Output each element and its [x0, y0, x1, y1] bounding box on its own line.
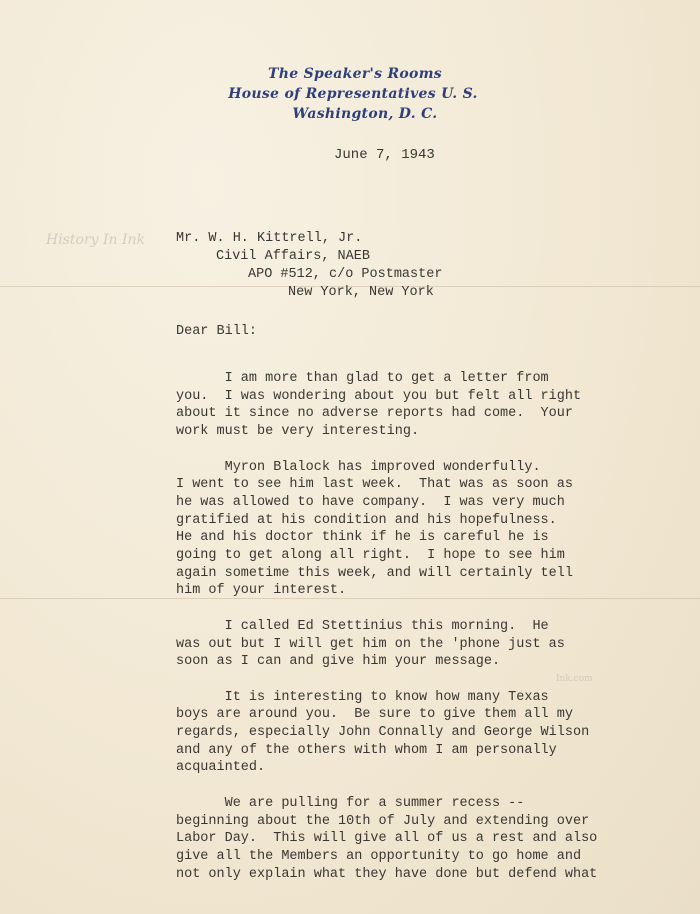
letter-date: June 7, 1943: [334, 147, 435, 163]
recipient-address: [176, 230, 442, 302]
watermark: History In Ink: [46, 232, 146, 248]
address-line-3: APO #512, c/o Postmaster: [248, 267, 443, 282]
paragraph: I called Ed Stettinius this morning. He was out but I will get him on the 'phone just as soon as I can and give him your message.: [176, 618, 565, 670]
faint-stamp: Ink.com: [556, 674, 593, 684]
address-line-4: New York, New York: [288, 285, 434, 300]
paragraph: Myron Blalock has improved wonderfully. I went to see him last week. That was as soon as he was allowed to have company. I was very much gratified at his condition and his hopefulness. He and his doctor think if he is careful he is going to get along all right. I hope to see him again sometime this week, and will certainly tell him of your interest.: [176, 459, 573, 599]
letterhead-line-3: Washington, D. C.: [292, 106, 438, 122]
letterhead-line-1: The Speaker's Rooms: [268, 66, 442, 82]
letterhead: [0, 64, 700, 124]
salutation: Dear Bill:: [176, 324, 258, 339]
paragraph: We are pulling for a summer recess -- beginning about the 10th of July and extending over Labor Day. This will give all of us a rest and also give all the Members an opportunity to go home and not only explain what they have done but defend what: [176, 795, 598, 882]
letterhead-line-2: House of Representatives U. S.: [228, 86, 478, 102]
address-line-2: Civil Affairs, NAEB: [216, 249, 370, 264]
paragraph: It is interesting to know how many Texas boys are around you. Be sure to give them all my regards, especially John Connally and George Wilson and any of the others with whom I am personally acquainted.: [176, 689, 590, 776]
address-line-1: Mr. W. H. Kittrell, Jr.: [176, 231, 363, 246]
paragraph: I am more than glad to get a letter from you. I was wondering about you but felt all right about it since no adverse reports had come. Your work must be very interesting.: [176, 371, 582, 440]
